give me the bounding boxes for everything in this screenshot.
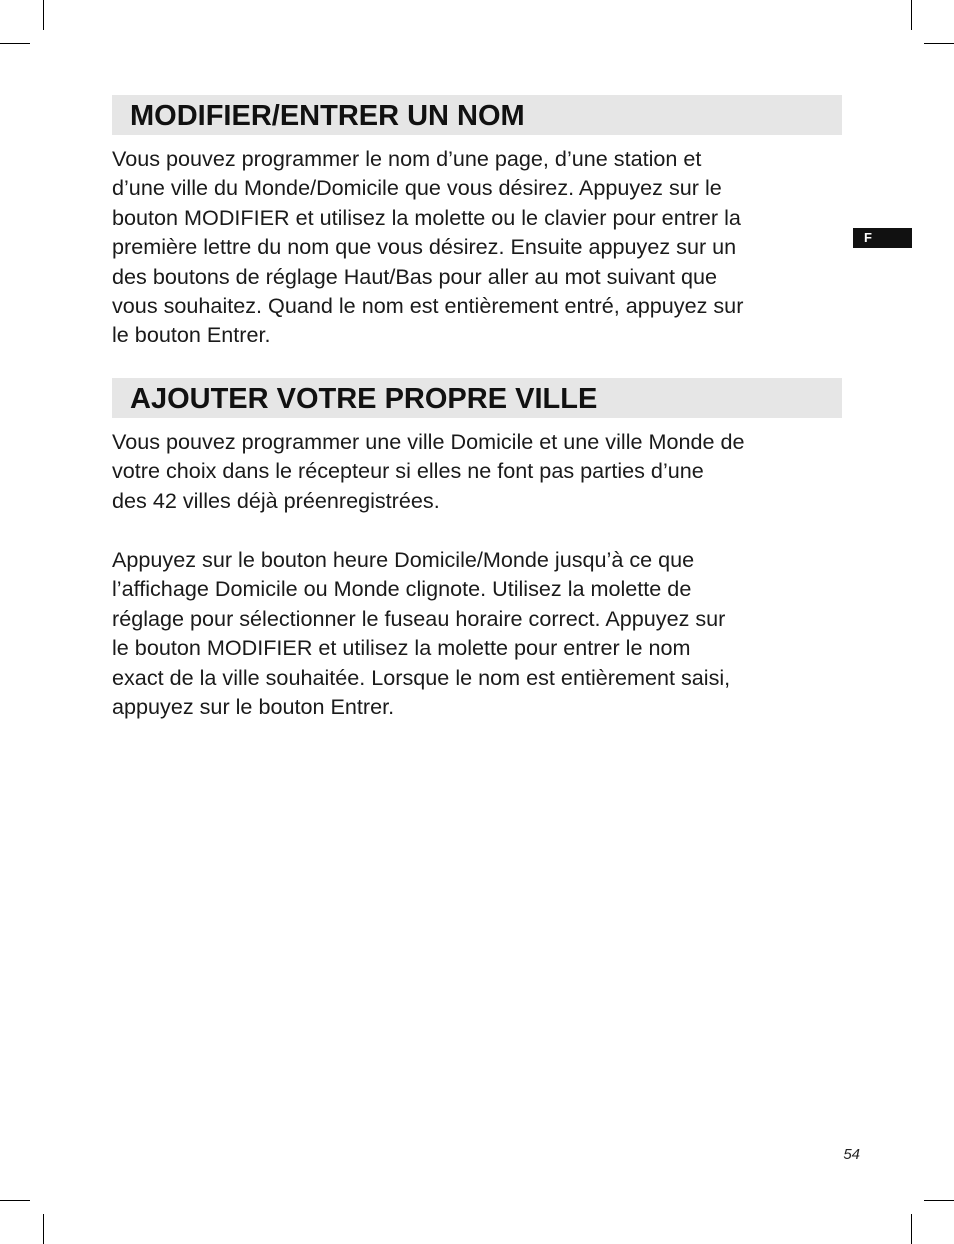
section-heading-modifier-entrer-un-nom: MODIFIER/ENTRER UN NOM <box>112 95 842 135</box>
text-line: d’une ville du Monde/Domicile que vous désirez. Appuyez sur le <box>112 175 722 201</box>
text-line: première lettre du nom que vous désirez. Ensuite appuyez sur un <box>112 234 737 260</box>
text-line: Vous pouvez programmer le nom d’une page, d’une station et <box>112 146 702 171</box>
text-line: votre choix dans le récepteur si elles ne font pas parties d’une <box>112 458 704 484</box>
text-line: bouton MODIFIER et utilisez la molette ou le clavier pour entrer la <box>112 204 741 230</box>
text-line: vous souhaitez. Quand le nom est entièrement entré, appuyez sur <box>112 293 744 319</box>
crop-mark <box>43 0 44 30</box>
crop-mark <box>924 43 954 44</box>
paragraph <box>112 545 842 721</box>
text-line: exact de la ville souhaitée. Lorsque le nom est entièrement saisi, <box>112 664 731 690</box>
crop-mark <box>911 0 912 30</box>
text-line: des 42 villes déjà préenregistrées. <box>112 487 440 513</box>
paragraph <box>112 144 842 350</box>
text-line: Vous pouvez programmer une ville Domicile et une ville Monde de <box>112 429 745 454</box>
text-line: l’affichage Domicile ou Monde clignote. Utilisez la molette de <box>112 576 692 602</box>
crop-mark <box>43 1214 44 1244</box>
crop-mark <box>0 1200 30 1201</box>
crop-mark <box>924 1200 954 1201</box>
text-line: réglage pour sélectionner le fuseau horaire correct. Appuyez sur <box>112 605 726 631</box>
text-line: appuyez sur le bouton Entrer. <box>112 694 395 720</box>
text-line: le bouton Entrer. <box>112 322 271 348</box>
text-line: le bouton MODIFIER et utilisez la molette pour entrer le nom <box>112 635 691 661</box>
section-heading-ajouter-votre-propre-ville: AJOUTER VOTRE PROPRE VILLE <box>112 378 842 418</box>
crop-mark <box>911 1214 912 1244</box>
language-tab: F <box>853 228 912 248</box>
page-number: 54 <box>843 1146 860 1163</box>
paragraph <box>112 427 842 515</box>
text-line: des boutons de réglage Haut/Bas pour aller au mot suivant que <box>112 263 718 289</box>
text-line: Appuyez sur le bouton heure Domicile/Monde jusqu’à ce que <box>112 547 695 572</box>
crop-mark <box>0 43 30 44</box>
